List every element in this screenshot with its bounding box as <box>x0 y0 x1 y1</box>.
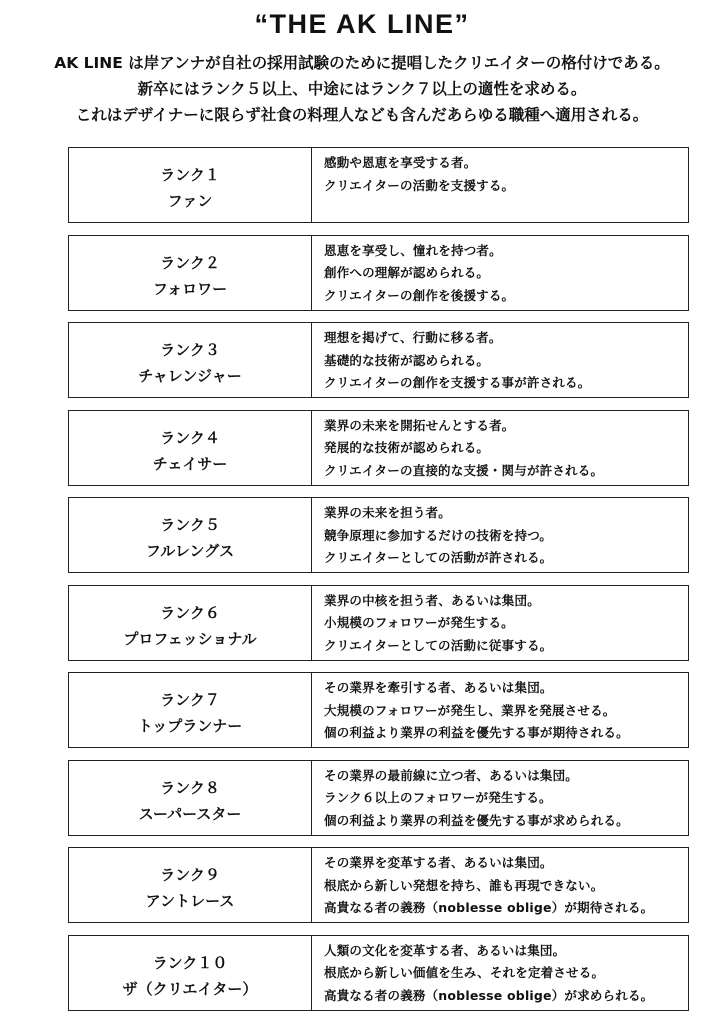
description-line: 業界の未来を担う者。 <box>324 505 452 520</box>
rank-cell <box>69 148 312 222</box>
rank-name: フォロワー <box>152 279 228 298</box>
description-line: 個の利益より業界の利益を優先する事が求められる。 <box>324 812 629 828</box>
description-line: 人類の文化を変革する者、あるいは集団。 <box>324 942 566 958</box>
description-cell <box>312 236 688 310</box>
rank-cell <box>69 498 312 572</box>
intro-line: 新卒にはランク５以上、中途にはランク７以上の適性を求める。 <box>137 80 587 98</box>
rank-row-7 <box>68 672 689 748</box>
rank-name: プロフェッショナル <box>123 629 257 648</box>
description-line: その業界を牽引する者、あるいは集団。 <box>324 680 553 695</box>
description-line: 高貴なる者の義務（noblesse oblige）が期待される。 <box>324 900 654 915</box>
description-cell <box>312 673 688 747</box>
page-title: “THE AK LINE” <box>254 9 470 39</box>
rank-row-1 <box>68 147 689 223</box>
rank-row-6 <box>68 585 689 661</box>
description-line: 感動や恩恵を享受する者。 <box>324 155 477 170</box>
description-line: 恩恵を享受し、憧れを持つ者。 <box>324 242 502 258</box>
rank-number: ランク３ <box>160 341 220 359</box>
rank-name: ファン <box>167 192 213 210</box>
description-line: その業界を変革する者、あるいは集団。 <box>324 855 553 870</box>
description-line: クリエイターの創作を支援する事が許される。 <box>324 375 591 390</box>
description-cell <box>312 411 688 485</box>
rank-number: ランク７ <box>160 691 220 709</box>
rank-row-5 <box>68 497 689 573</box>
rank-row-10 <box>68 935 689 1011</box>
description-cell <box>312 848 688 922</box>
rank-cell <box>69 411 312 485</box>
description-line: クリエイターとしての活動が許される。 <box>324 550 553 565</box>
intro-text <box>0 50 724 128</box>
description-cell <box>312 498 688 572</box>
rank-cell <box>69 936 312 1010</box>
rank-name: アントレース <box>145 892 235 910</box>
description-line: 小規模のフォロワーが発生する。 <box>324 615 514 630</box>
rank-cell <box>69 848 312 922</box>
description-cell <box>312 323 688 397</box>
description-line: その業界の最前線に立つ者、あるいは集団。 <box>324 767 579 783</box>
rank-name: スーパースター <box>138 804 242 823</box>
rank-number: ランク５ <box>160 516 220 534</box>
description-cell <box>312 936 688 1010</box>
description-cell <box>312 148 688 222</box>
rank-name: トップランナー <box>137 717 243 735</box>
rank-row-2 <box>68 235 689 311</box>
description-line: 創作への理解が認められる。 <box>324 265 490 280</box>
rank-row-3 <box>68 322 689 398</box>
rank-number: ランク２ <box>160 253 220 272</box>
description-cell <box>312 586 688 660</box>
rank-number: ランク６ <box>160 603 220 622</box>
description-line: 基礎的な技術が認められる。 <box>324 352 490 368</box>
rank-row-8 <box>68 760 689 836</box>
rank-number: ランク８ <box>160 778 220 797</box>
description-line: 競争原理に参加するだけの技術を持つ。 <box>324 527 553 543</box>
description-line: 大規模のフォロワーが発生し、業界を発展させる。 <box>324 702 616 718</box>
rank-name: チェイサー <box>152 454 228 473</box>
rank-name: フルレングス <box>145 542 235 560</box>
rank-number: ランク９ <box>160 866 220 884</box>
description-line: 理想を掲げて、行動に移る者。 <box>324 330 502 345</box>
rank-row-9 <box>68 847 689 923</box>
rank-cell <box>69 236 312 310</box>
rank-number: ランク４ <box>160 428 220 447</box>
rank-cell <box>69 673 312 747</box>
rank-name: チャレンジャー <box>138 367 242 385</box>
rank-cell <box>69 586 312 660</box>
rank-name: ザ（クリエイター） <box>122 979 258 998</box>
description-line: ランク６以上のフォロワーが発生する。 <box>324 790 552 805</box>
intro-line: これはデザイナーに限らず社食の料理人なども含んだあらゆる職種へ適用される。 <box>75 106 649 124</box>
description-cell <box>312 761 688 835</box>
description-line: 根底から新しい価値を生み、それを定着させる。 <box>324 965 605 980</box>
description-line: 業界の中核を担う者、あるいは集団。 <box>324 592 540 608</box>
rank-number: ランク１ <box>160 166 220 184</box>
rank-table <box>68 147 689 1022</box>
rank-number: ランク１０ <box>152 953 228 972</box>
description-line: 根底から新しい発想を持ち、誰も再現できない。 <box>324 877 604 893</box>
description-line: 高貴なる者の義務（noblesse oblige）が求められる。 <box>324 987 654 1003</box>
description-line: クリエイターとしての活動に従事する。 <box>324 637 553 653</box>
description-line: クリエイターの創作を後援する。 <box>324 287 515 303</box>
description-line: 業界の未来を開拓せんとする者。 <box>324 417 515 433</box>
description-line: 個の利益より業界の利益を優先する事が期待される。 <box>324 725 629 740</box>
description-line: クリエイターの活動を支援する。 <box>324 177 515 193</box>
rank-cell <box>69 761 312 835</box>
rank-row-4 <box>68 410 689 486</box>
description-line: 発展的な技術が認められる。 <box>324 440 490 455</box>
rank-cell <box>69 323 312 397</box>
description-line: クリエイターの直接的な支援・関与が許される。 <box>324 462 604 478</box>
intro-line: AK LINE は岸アンナが自社の採用試験のために提唱したクリエイターの格付けである。 <box>54 54 670 72</box>
